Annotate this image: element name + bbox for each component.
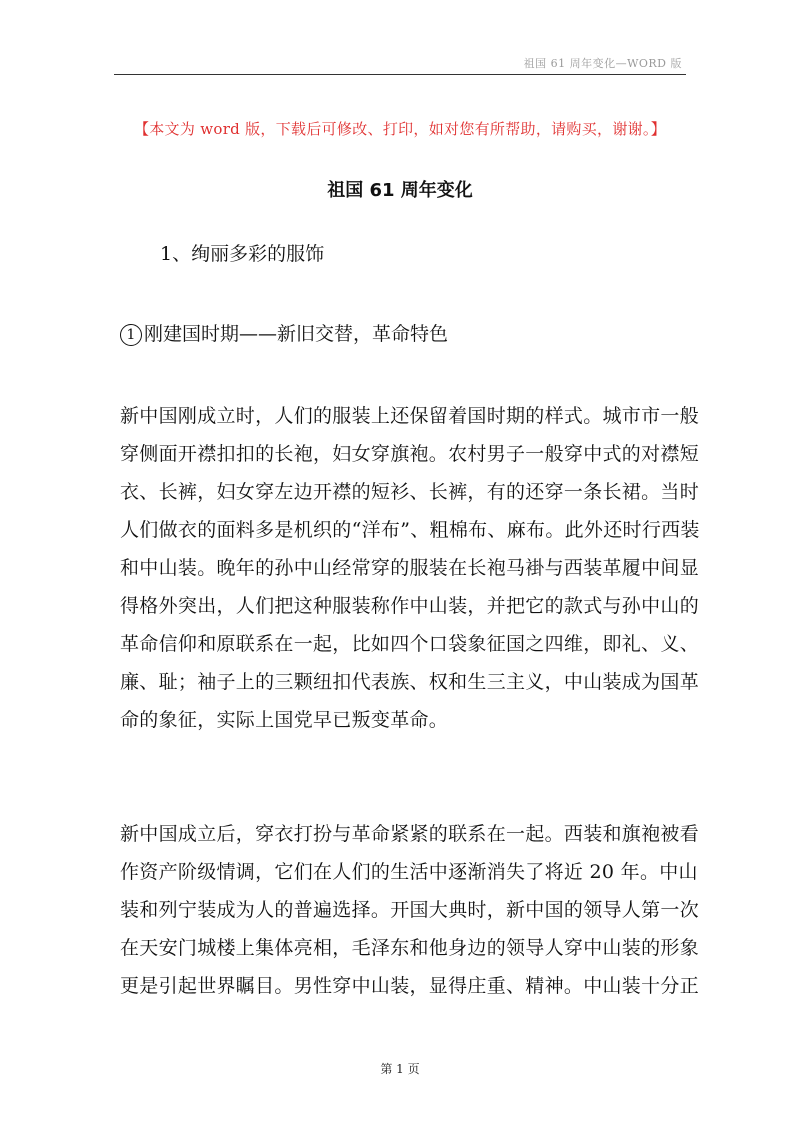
paragraph-line: 新中国刚成立时，人们的服装上还保留着国时期的样式。城市市一般 (120, 405, 700, 427)
sub-heading-text: 刚建国时期——新旧交替，革命特色 (144, 323, 449, 345)
paragraph-line: 作资产阶级情调，它们在人们的生活中逐渐消失了将近 20 年。中山 (120, 861, 698, 883)
page-number: 第 1 页 (380, 1062, 420, 1076)
paragraph-line: 在天安门城楼上集体亮相，毛泽东和他身边的领导人穿中山装的形象 (120, 937, 700, 959)
paragraph-line: 革命信仰和原联系在一起，比如四个口袋象征国之四维，即礼、义、 (120, 633, 700, 655)
paragraph-line: 装和列宁装成为人的普遍选择。开国大典时，新中国的领导人第一次 (120, 899, 700, 921)
paragraph-line: 得格外突出，人们把这种服装称作中山装，并把它的款式与孙中山的 (120, 595, 700, 617)
header-divider (114, 74, 686, 75)
section-heading: 1、绚丽多彩的服饰 (160, 243, 325, 265)
body-paragraph-1 (120, 397, 700, 739)
paragraph-line: 穿侧面开襟扣扣的长袍，妇女穿旗袍。农村男子一般穿中式的对襟短 (120, 443, 700, 465)
paragraph-line: 廉、耻；袖子上的三颗纽扣代表族、权和生三主义，中山装成为国革 (120, 671, 700, 693)
running-header: 祖国 61 周年变化—WORD 版 (523, 57, 682, 70)
body-paragraph-2 (120, 815, 700, 1005)
circled-number-marker: 1 (120, 324, 142, 346)
paragraph-line: 新中国成立后，穿衣打扮与革命紧紧的联系在一起。西装和旗袍被看 (120, 823, 700, 845)
purchase-notice: 【本文为 word 版，下载后可修改、打印，如对您有所帮助，请购买，谢谢。】 (133, 120, 667, 138)
paragraph-line: 人们做衣的面料多是机织的“洋布”、粗棉布、麻布。此外还时行西装 (120, 519, 700, 541)
document-title: 祖国 61 周年变化 (327, 180, 473, 201)
paragraph-line: 更是引起世界瞩目。男性穿中山装，显得庄重、精神。中山装十分正 (120, 975, 700, 997)
paragraph-line: 衣、长裤，妇女穿左边开襟的短衫、长裤，有的还穿一条长裙。当时 (120, 481, 700, 503)
paragraph-line: 命的象征，实际上国党早已叛变革命。 (120, 709, 449, 731)
paragraph-line: 和中山装。晚年的孙中山经常穿的服装在长袍马褂与西装革履中间显 (120, 557, 700, 579)
sub-heading (120, 319, 448, 346)
